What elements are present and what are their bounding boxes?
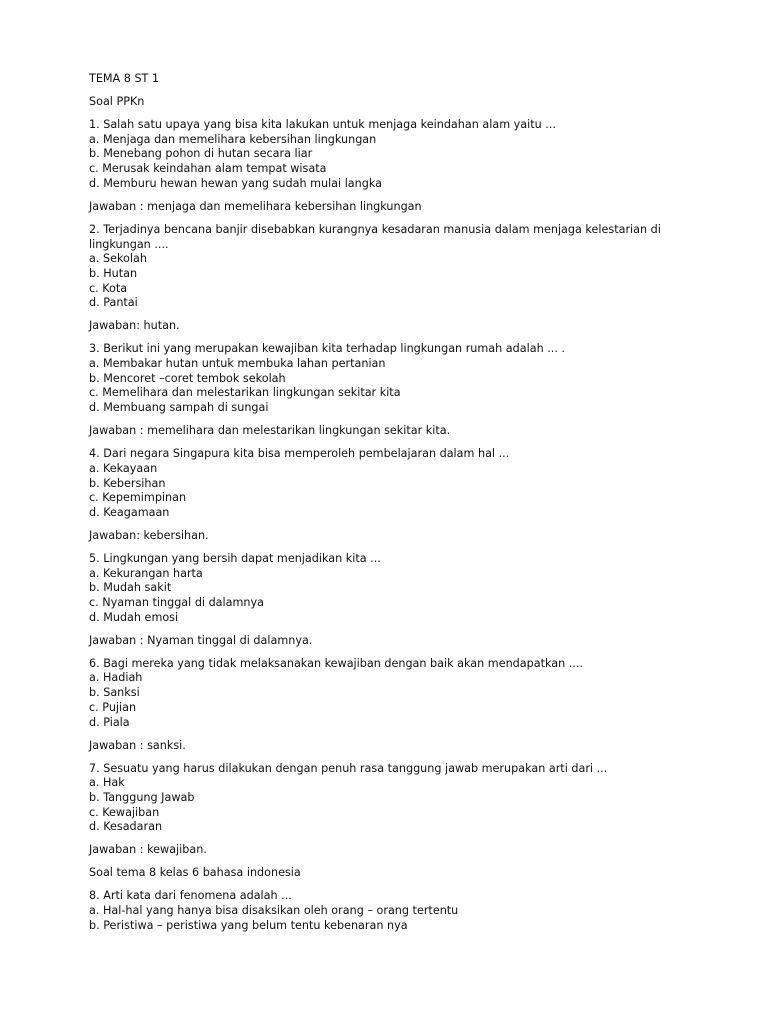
option-d: d. Kesadaran: [89, 820, 163, 834]
option-a: a. Sekolah: [89, 252, 147, 266]
option-c: c. Memelihara dan melestarikan lingkungan sekitar kita: [89, 386, 401, 400]
option-a: a. Hal-hal yang hanya bisa disaksikan oleh orang – orang tertentu: [89, 904, 459, 918]
doc-title: TEMA 8 ST 1: [89, 72, 160, 85]
option-d: d. Mudah emosi: [89, 610, 179, 624]
option-a: a. Hak: [89, 776, 125, 790]
question-text: 4. Dari negara Singapura kita bisa memperoleh pembelajaran dalam hal ...: [89, 447, 510, 461]
section-title-ppkn: Soal PPKn: [89, 95, 145, 108]
question-3: [89, 342, 729, 447]
section-title-bahasa-indonesia: Soal tema 8 kelas 6 bahasa indonesia: [89, 866, 301, 880]
answer-text: Jawaban : memelihara dan melestarikan lingkungan sekitar kita.: [89, 424, 451, 438]
option-c: c. Kota: [89, 281, 128, 295]
answer-text: Jawaban : Nyaman tinggal di dalamnya.: [89, 633, 313, 647]
option-a: a. Kekayaan: [89, 461, 158, 475]
answer-text: Jawaban : menjaga dan memelihara kebersihan lingkungan: [89, 199, 422, 213]
answer-text: Jawaban: hutan.: [89, 319, 180, 333]
question-text: 8. Arti kata dari fenomena adalah ...: [89, 889, 292, 903]
option-a: a. Hadiah: [89, 671, 143, 685]
option-c: c. Merusak keindahan alam tempat wisata: [89, 162, 327, 176]
question-text: 7. Sesuatu yang harus dilakukan dengan penuh rasa tanggung jawab merupakan arti dari ...: [89, 761, 608, 775]
option-c: c. Pujian: [89, 700, 137, 714]
option-b: b. Kebersihan: [89, 476, 166, 490]
option-d: d. Piala: [89, 715, 130, 729]
option-b: b. Hutan: [89, 266, 138, 280]
option-b: b. Menebang pohon di hutan secara liar: [89, 147, 313, 161]
question-7: [89, 762, 729, 867]
question-6: [89, 657, 729, 762]
answer-text: Jawaban : kewajiban.: [89, 843, 207, 857]
question-text: 1. Salah satu upaya yang bisa kita lakukan untuk menjaga keindahan alam yaitu ...: [89, 118, 556, 131]
option-b: b. Mencoret –coret tembok sekolah: [89, 371, 286, 385]
question-1: [89, 118, 729, 223]
option-d: d. Keagamaan: [89, 505, 170, 519]
question-text: 3. Berikut ini yang merupakan kewajiban kita terhadap lingkungan rumah adalah ... .: [89, 342, 565, 356]
question-text: 2. Terjadinya bencana banjir disebabkan kurangnya kesadaran manusia dalam menjaga kelestarian di lingkungan ....: [89, 222, 661, 251]
question-8: [89, 889, 729, 933]
option-b: b. Sanksi: [89, 686, 140, 700]
question-4: [89, 447, 729, 552]
answer-text: Jawaban : sanksi.: [89, 738, 186, 752]
option-b: b. Tanggung Jawab: [89, 790, 195, 804]
question-2: [89, 223, 729, 343]
option-d: d. Membuang sampah di sungai: [89, 401, 269, 415]
document-content: [89, 72, 729, 934]
option-a: a. Menjaga dan memelihara kebersihan lingkungan: [89, 132, 377, 146]
question-text: 6. Bagi mereka yang tidak melaksanakan kewajiban dengan baik akan mendapatkan ....: [89, 656, 583, 670]
option-c: c. Kepemimpinan: [89, 491, 187, 505]
option-c: c. Nyaman tinggal di dalamnya: [89, 596, 264, 610]
option-d: d. Pantai: [89, 296, 138, 310]
option-a: a. Membakar hutan untuk membuka lahan pertanian: [89, 357, 386, 371]
option-b: b. Mudah sakit: [89, 581, 172, 595]
question-5: [89, 552, 729, 657]
option-a: a. Kekurangan harta: [89, 566, 203, 580]
option-c: c. Kewajiban: [89, 805, 160, 819]
answer-text: Jawaban: kebersihan.: [89, 528, 209, 542]
question-text: 5. Lingkungan yang bersih dapat menjadikan kita ...: [89, 551, 381, 565]
option-b: b. Peristiwa – peristiwa yang belum tentu kebenaran nya: [89, 918, 408, 932]
option-d: d. Memburu hewan hewan yang sudah mulai langka: [89, 176, 382, 190]
